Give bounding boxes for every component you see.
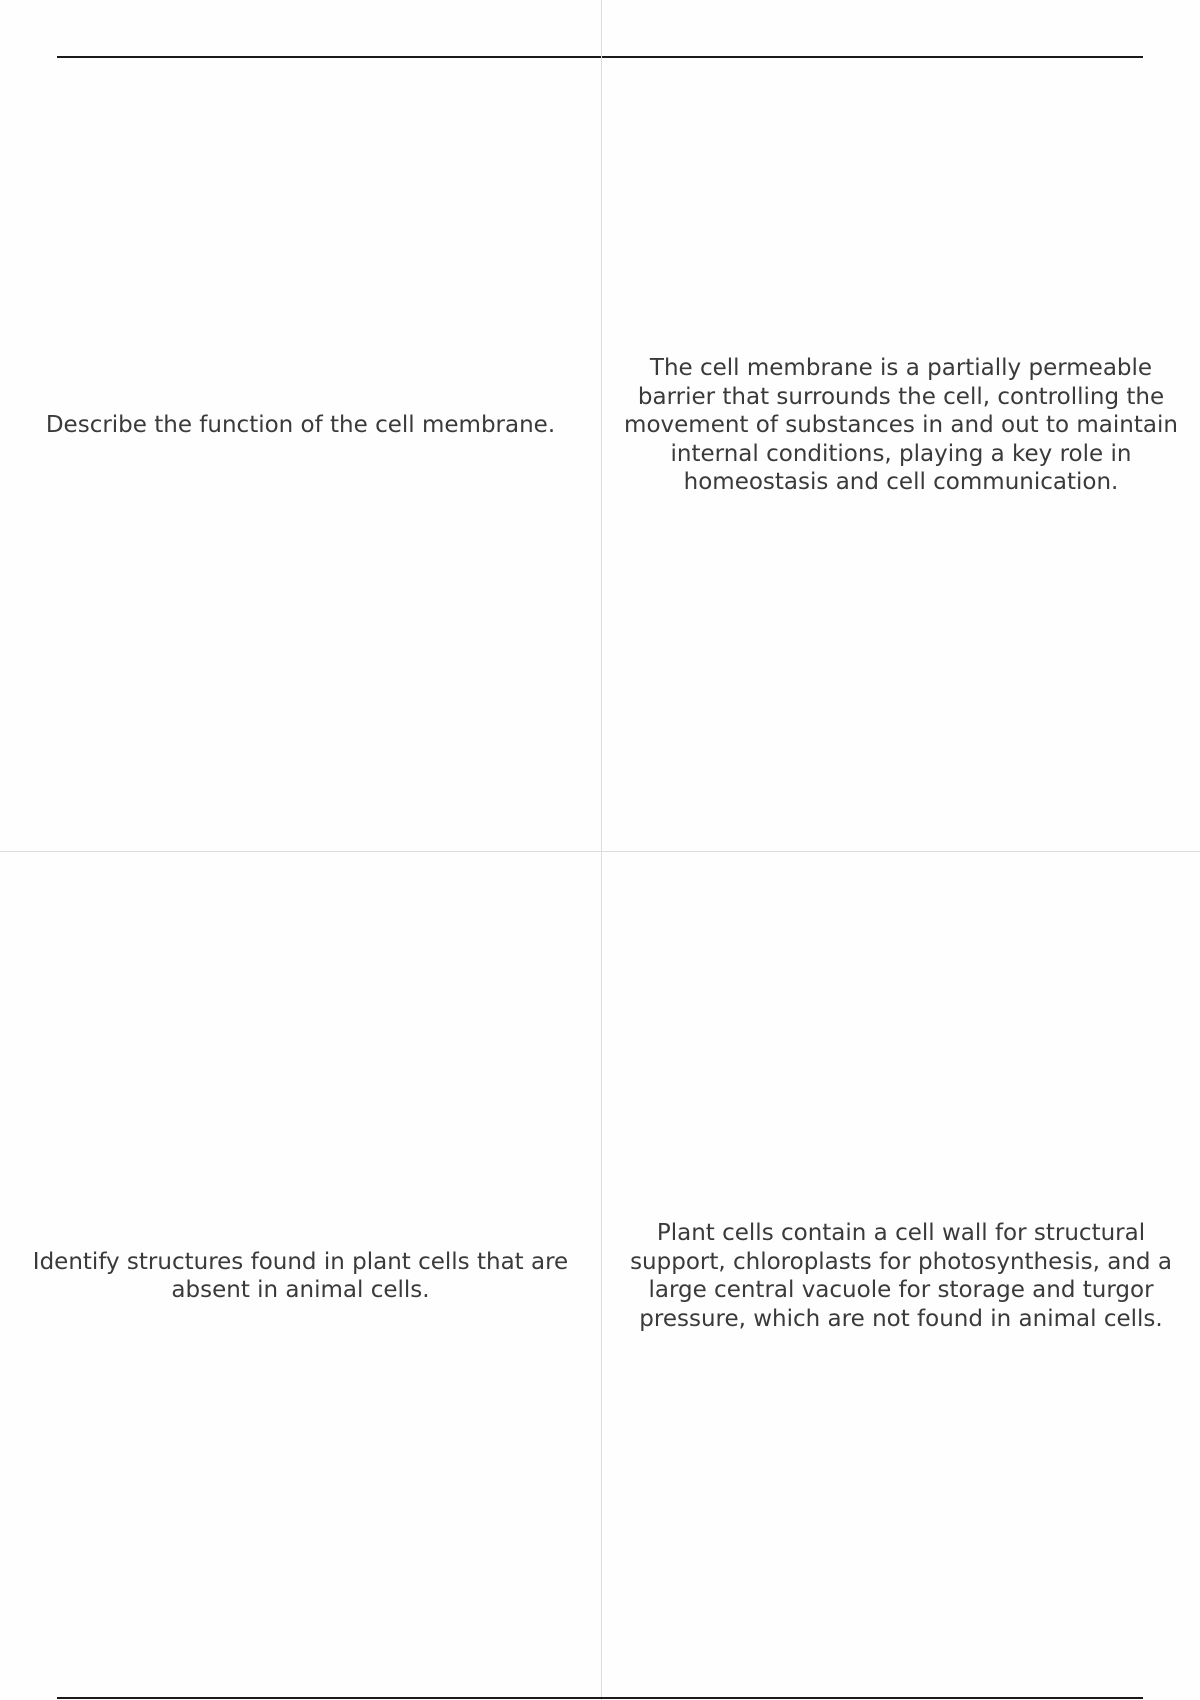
card-1-answer-cell: [602, 0, 1200, 851]
card-1-question-cell: [0, 0, 601, 851]
card-1-answer: The cell membrane is a partially permeable barrier that surrounds the cell, controlling the movement of substances in and out to maintain internal conditions, playing a key role in homeostasis and cell communication.: [624, 355, 1178, 496]
card-2-question: Identify structures found in plant cells that are absent in animal cells.: [32, 1248, 569, 1303]
card-1-question: Describe the function of the cell membrane.: [45, 412, 556, 439]
card-2-answer-cell: [602, 852, 1200, 1700]
card-2-question-cell: [0, 852, 601, 1700]
bottom-cut-line: [57, 1697, 1143, 1699]
card-2-answer: Plant cells contain a cell wall for structural support, chloroplasts for photosynthesis, and a large central vacuole for storage and turgor pressure, which are not found in animal cells.: [630, 1220, 1172, 1332]
